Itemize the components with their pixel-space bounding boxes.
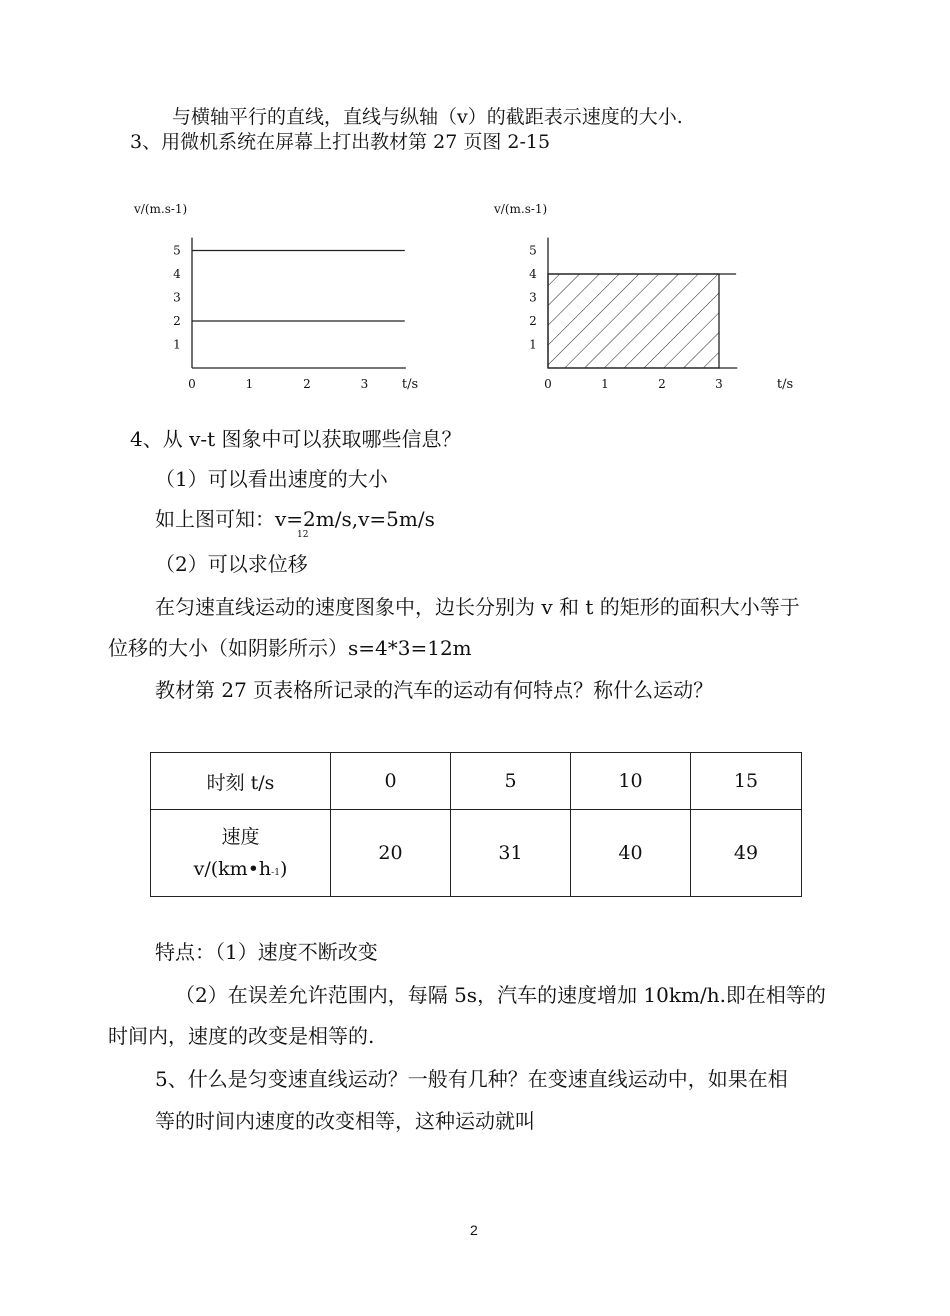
y-tick-label: 2 <box>173 314 181 328</box>
table-cell: 31 <box>451 810 571 897</box>
text-line-3: 4、从 v-t 图象中可以获取哪些信息？ <box>130 427 462 451</box>
speed-unit-a: v/(km•h <box>193 858 272 880</box>
table-cell: 15 <box>691 753 802 810</box>
page-number: 2 <box>470 1222 478 1238</box>
table-cell: 49 <box>691 810 802 897</box>
table-row <box>151 810 802 897</box>
x-axis-label: t/s <box>401 377 419 392</box>
table-header-speed <box>151 810 331 897</box>
table-row <box>151 753 802 810</box>
x-tick-label: 0 <box>544 377 552 391</box>
text-line-5: 如上图可知：v=2m/s,v=5m/s <box>155 507 435 531</box>
text-line-13: 5、什么是匀变速直线运动？一般有几种？在变速直线运动中，如果在相 <box>155 1067 788 1091</box>
subscript-12: 12 <box>297 530 309 540</box>
text-line-11: （2）在误差允许范围内，每隔 5s，汽车的速度增加 10km/h.即在相等的 <box>175 983 826 1007</box>
table-cell: 40 <box>571 810 691 897</box>
shaded-area <box>548 274 719 368</box>
vt-chart-constant-speeds <box>120 195 440 400</box>
text-line-10: 特点：（1）速度不断改变 <box>155 940 378 964</box>
table-cell: 0 <box>331 753 451 810</box>
y-tick-label: 4 <box>529 267 537 281</box>
y-axis-label: v/(m.s-1) <box>134 202 188 216</box>
text-line-7: 在匀速直线运动的速度图象中，边长分别为 v 和 t 的矩形的面积大小等于 <box>155 595 800 619</box>
text-line-6: （2）可以求位移 <box>155 552 308 576</box>
x-tick-label: 1 <box>601 377 609 391</box>
x-tick-label: 3 <box>715 377 723 391</box>
y-tick-label: 5 <box>173 243 181 258</box>
table-header-time: 时刻 t/s <box>151 753 331 810</box>
text-line-14: 等的时间内速度的改变相等，这种运动就叫 <box>155 1109 535 1133</box>
y-tick-label: 2 <box>529 314 537 328</box>
speed-label: 速度 <box>221 825 260 848</box>
text-line-8: 位移的大小（如阴影所示）s=4*3=12m <box>108 636 472 660</box>
text-line-9: 教材第 27 页表格所记录的汽车的运动有何特点？称什么运动？ <box>155 678 714 702</box>
y-tick-label: 1 <box>529 337 537 352</box>
x-tick-label: 1 <box>245 377 254 391</box>
text-line-2: 3、用微机系统在屏幕上打出教材第 27 页图 2-15 <box>130 131 551 153</box>
x-tick-label: 0 <box>188 377 196 391</box>
x-tick-label: 2 <box>658 377 666 391</box>
speed-time-table <box>150 752 802 897</box>
y-tick-label: 1 <box>173 337 181 352</box>
vt-chart-shaded-area <box>480 195 820 400</box>
text-line-12: 时间内，速度的改变是相等的. <box>108 1024 375 1048</box>
text-line-4: （1）可以看出速度的大小 <box>155 467 388 491</box>
table-cell: 20 <box>331 810 451 897</box>
speed-unit-sub: -1 <box>271 868 280 878</box>
x-axis-label: t/s <box>776 377 794 392</box>
y-tick-label: 3 <box>529 290 537 305</box>
y-tick-label: 3 <box>173 290 181 305</box>
y-tick-label: 5 <box>529 243 537 258</box>
x-tick-label: 2 <box>303 377 311 391</box>
y-tick-label: 4 <box>173 267 181 281</box>
speed-unit-c: ) <box>279 858 288 880</box>
text-line-1: 与横轴平行的直线，直线与纵轴（v）的截距表示速度的大小. <box>172 106 683 128</box>
x-tick-label: 3 <box>360 377 369 391</box>
table-cell: 5 <box>451 753 571 810</box>
table-cell: 10 <box>571 753 691 810</box>
y-axis-label: v/(m.s-1) <box>494 202 548 216</box>
